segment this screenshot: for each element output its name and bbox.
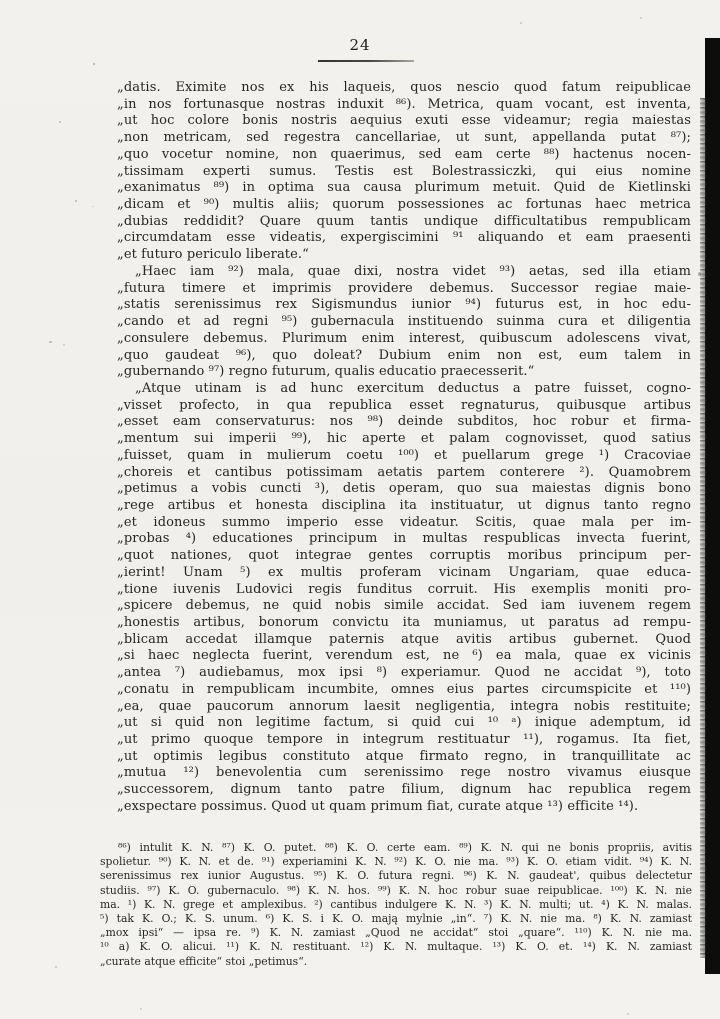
text-line: „et idoneus summo imperio esse videatur. Scitis, quae mala per im- bbox=[117, 514, 691, 530]
text-line: „dicam et ⁹⁰) multis aliis; quorum possessiones ac fortunas haec metrica bbox=[117, 197, 691, 213]
text-line: „mentum sui imperii ⁹⁹), hic aperte et palam cognovisset, quod satius bbox=[117, 431, 691, 447]
text-line: spolietur. ⁹⁰) K. N. et de. ⁹¹) experiamini K. N. ⁹²) K. O. nie ma. ⁹³) K. O. etiam vidit. ⁹⁴) K. N. bbox=[100, 855, 692, 869]
text-line: „consulere debemus. Plurimum enim interest, quibuscum adolescens vivat, bbox=[117, 330, 691, 346]
scan-speck bbox=[93, 63, 95, 65]
text-line: „dubias reddidit? Quare quum tantis undique difficultatibus rempublicam bbox=[117, 213, 691, 229]
text-line: „fuisset, quam in mulierum coetu ¹⁰⁰) et puellarum grege ¹) Cracoviae bbox=[117, 447, 691, 463]
text-line: „probas ⁴) educationes principum in multas respublicas invecta fuerint, bbox=[117, 531, 691, 547]
text-line: „choreis et cantibus potissimam aetatis partem conterere ²). Quamobrem bbox=[117, 464, 691, 480]
text-line: „Haec iam ⁹²) mala, quae dixi, nostra videt ⁹³) aetas, sed illa etiam bbox=[135, 263, 691, 279]
scan-speck bbox=[140, 1008, 142, 1010]
text-line: serenissimus rex iunior Augustus. ⁹⁵) K. O. futura regni. ⁹⁶) K. N. gaudeat', quibus delectetur bbox=[100, 869, 692, 883]
text-line: „si haec neglecta fuerint, verendum est, ne ⁶) ea mala, quae ex vicinis bbox=[117, 648, 691, 664]
text-line: „ierint! Unam ⁵) ex multis proferam vicinam Ungariam, quae educa- bbox=[117, 564, 691, 580]
text-line: „blicam accedat illamque paternis atque avitis artibus gubernet. Quod bbox=[117, 631, 691, 647]
text-line: „circumdatam esse videatis, expergiscimini ⁹¹ aliquando et eam praesenti bbox=[117, 230, 691, 246]
text-line: „exanimatus ⁸⁹) in optima sua causa plurimum metuit. Quid de Kietlinski bbox=[117, 180, 691, 196]
text-line: „in nos fortunasque nostras induxit ⁸⁶). Metrica, quam vocant, est inventa, bbox=[117, 96, 691, 112]
text-line: „non metricam, sed regestra cancellariae, ut sunt, appellanda putat ⁸⁷); bbox=[117, 130, 691, 146]
text-line: „mutua ¹²) benevolentia cum serenissimo rege nostro vivamus eiusque bbox=[117, 765, 691, 781]
text-line: „tione iuvenis Ludovici regis funditus corruit. His exemplis moniti pro- bbox=[117, 581, 691, 597]
text-line: „gubernando ⁹⁷) regno futurum, qualis educatio praecesserit.“ bbox=[117, 364, 535, 380]
text-line: studiis. ⁹⁷) K. O. gubernaculo. ⁹⁸) K. N. hos. ⁹⁹) K. N. hoc robur suae reipublicae. ¹⁰⁰) K. N. nie bbox=[100, 883, 692, 897]
scan-speck bbox=[63, 344, 65, 346]
text-line: „honestis artibus, bonorum convictu ita muniamus, ut paratus ad rempu- bbox=[117, 615, 691, 630]
scan-speck bbox=[698, 272, 701, 276]
scan-speck bbox=[520, 22, 522, 24]
text-line: „quo gaudeat ⁹⁶), quo doleat? Dubium enim non est, eum talem in bbox=[117, 347, 691, 363]
text-line: „successorem, dignum tanto patre filium, dignum hac republica regem bbox=[117, 782, 691, 798]
text-line: „datis. Eximite nos ex his laqueis, quos nescio quod fatum reipublicae bbox=[117, 80, 691, 95]
text-line: „exspectare possimus. Quod ut quam primum fiat, curate atque ¹³) efficite ¹⁴). bbox=[117, 798, 639, 814]
text-line: ma. ¹) K. N. grege et amplexibus. ²) cantibus indulgere K. N. ³) K. N. multi; ut. ⁴) K. N. malas. bbox=[100, 897, 692, 911]
text-line: „mox ipsi“ — ipsa re. ⁹) K. N. zamiast „Quod ne accidat“ stoi „quare“. ¹¹⁰) K. N. nie ma. bbox=[100, 926, 692, 940]
text-line: „ut si quid non legitime factum, si quid cui ¹⁰ ᵃ) inique ademptum, id bbox=[117, 715, 691, 731]
text-line: „futura timere et imprimis providere debemus. Successor regiae maie- bbox=[117, 280, 691, 296]
text-line: „cando et ad regni ⁹⁵) gubernacula instituendo suinma cura et diligentia bbox=[117, 314, 691, 330]
text-line: „rege artibus et honesta disciplina ita instituatur, ut dignus tanto regno bbox=[117, 497, 691, 513]
body-text bbox=[117, 80, 691, 816]
text-line: „quot nationes, quot integrae gentes corruptis moribus principum per- bbox=[117, 548, 691, 564]
scan-speck bbox=[49, 341, 52, 343]
text-line: ⁸⁶) intulit K. N. ⁸⁷) K. O. putet. ⁸⁸) K. O. certe eam. ⁸⁹) K. N. qui ne bonis propriis, avitis bbox=[118, 841, 692, 854]
scan-edge-shadow bbox=[705, 38, 720, 974]
page-number-rule bbox=[318, 60, 414, 62]
text-line: „antea ⁷) audiebamus, mox ipsi ⁸) experiamur. Quod ne accidat ⁹), toto bbox=[117, 665, 691, 681]
text-line: „visset profecto, in qua republica esset regnaturus, quibusque artibus bbox=[117, 397, 691, 413]
text-line: „tissimam experti sumus. Testis est Bolestrassiczki, qui eius nomine bbox=[117, 163, 691, 179]
text-line: „ut hoc colore bonis nostris aequius exuti esse videamur; regia maiestas bbox=[117, 113, 691, 129]
page-number: 24 bbox=[349, 36, 371, 54]
footnotes bbox=[100, 841, 692, 969]
text-line: ¹⁰ a) K. O. alicui. ¹¹) K. N. restituant. ¹²) K. N. multaque. ¹³) K. O. et. ¹⁴) K. N. zamiast bbox=[100, 940, 692, 954]
text-line: „ea, quae paucorum annorum laesit negligentia, integra nobis restituite; bbox=[117, 698, 691, 714]
text-line: „curate atque efficite“ stoi „petimus“. bbox=[100, 954, 308, 968]
text-line: „statis serenissimus rex Sigismundus iunior ⁹⁴) futurus est, in hoc edu- bbox=[117, 297, 691, 313]
text-line: ⁵) tak K. O.; K. S. unum. ⁶) K. S. i K. O. mają mylnie „in“. ⁷) K. N. nie ma. ⁸) K. N. zamiast bbox=[100, 911, 692, 925]
scan-speck bbox=[627, 1013, 629, 1015]
scan-speck bbox=[55, 966, 57, 968]
text-line: „conatu in rempublicam incumbite, omnes eius partes circumspicite et ¹¹⁰) bbox=[117, 681, 691, 697]
text-line: „ut optimis legibus constituto atque firmato regno, in tranquillitate ac bbox=[117, 748, 691, 764]
text-line: „et futuro periculo liberate.“ bbox=[117, 247, 309, 263]
text-line: „spicere debemus, ne quid nobis simile accidat. Sed iam iuvenem regem bbox=[117, 598, 691, 614]
scan-speck bbox=[59, 121, 61, 123]
text-line: „ut primo quoque tempore in integrum restituatur ¹¹), rogamus. Ita fiet, bbox=[117, 732, 691, 748]
scan-speck bbox=[75, 200, 77, 202]
text-line: „Atque utinam is ad hunc exercitum deductus a patre fuisset, cogno- bbox=[135, 380, 691, 396]
scan-speck bbox=[640, 17, 642, 19]
text-line: „petimus a vobis cuncti ³), detis operam, quo sua maiestas dignis bono bbox=[117, 481, 691, 497]
text-line: „esset eam conservaturus: nos ⁹⁸) deinde subditos, hoc robur et firma- bbox=[117, 414, 691, 430]
text-line: „quo vocetur nomine, non quaerimus, sed eam certe ⁸⁸) hactenus nocen- bbox=[117, 146, 691, 162]
scan-speck bbox=[92, 206, 94, 207]
